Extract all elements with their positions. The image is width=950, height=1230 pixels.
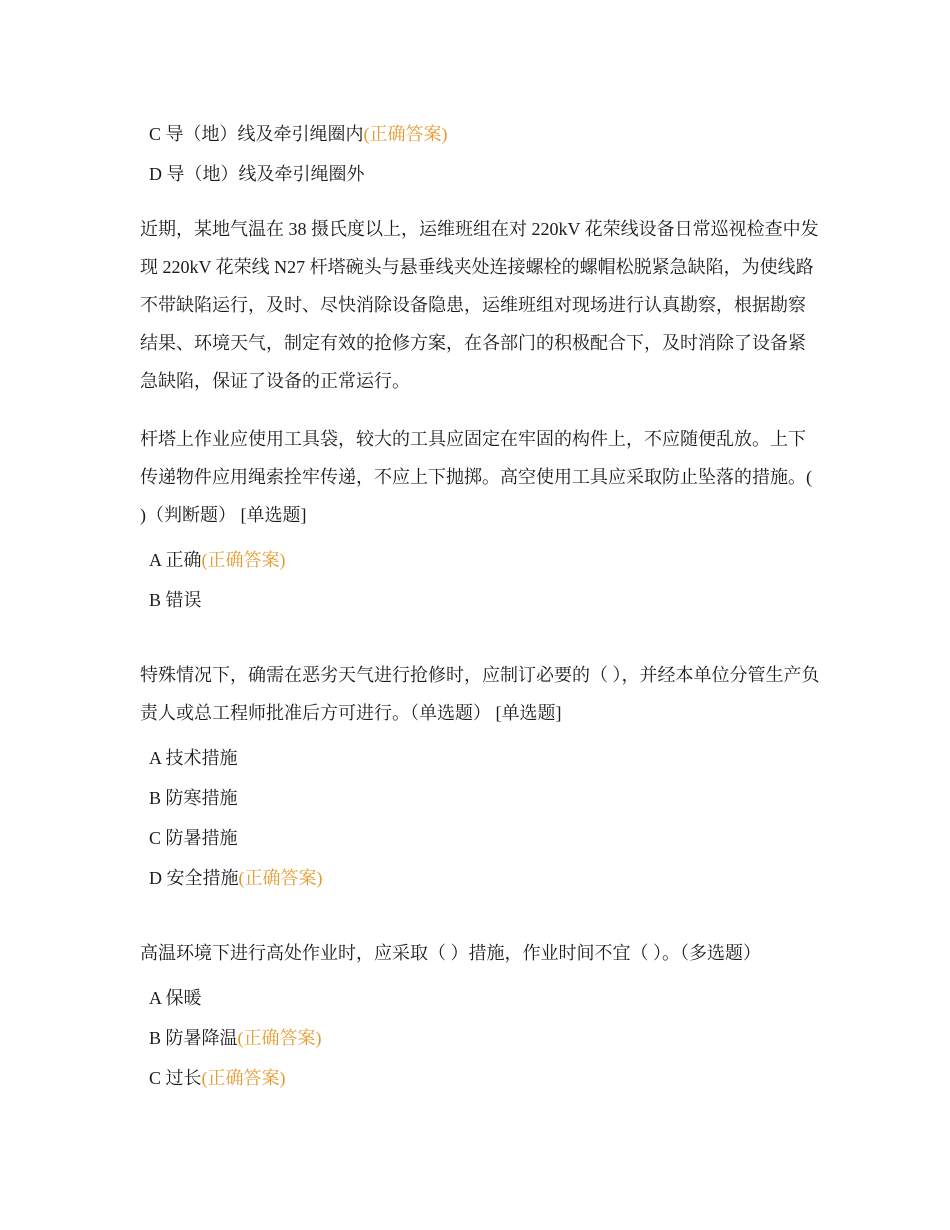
- option-c[interactable]: [149, 1058, 820, 1098]
- options-list: [140, 540, 820, 620]
- option-text: 安全措施: [166, 868, 239, 888]
- prev-question-options: [140, 114, 820, 194]
- option-text: 错误: [165, 590, 202, 610]
- option-text: 导（地）线及牵引绳圈外: [166, 164, 365, 184]
- question-text: 特殊情况下，确需在恶劣天气进行抢修时，应制订必要的（ ），并经本单位分管生产负责人或总工程师批准后方可进行。（单选题） [单选题]: [140, 665, 820, 723]
- options-list: [140, 978, 820, 1098]
- option-c[interactable]: [149, 818, 820, 858]
- option-text: 技术措施: [165, 748, 238, 768]
- question-text: 高温环境下进行高处作业时，应采取（ ）措施，作业时间不宜（ ）。（多选题）: [140, 943, 761, 963]
- option-letter: C: [149, 1068, 162, 1088]
- correct-answer-tag: (正确答案): [238, 868, 323, 888]
- correct-answer-tag: (正确答案): [363, 124, 448, 144]
- option-letter: A: [149, 988, 162, 1008]
- option-letter: B: [149, 1028, 162, 1048]
- option-text: 过长: [165, 1068, 202, 1088]
- option-letter: A: [149, 550, 162, 570]
- options-list: [140, 738, 820, 898]
- option-text: 正确: [165, 550, 202, 570]
- option-letter: A: [149, 748, 162, 768]
- option-letter: D: [149, 868, 162, 888]
- option-b[interactable]: [149, 580, 820, 620]
- option-text: 导（地）线及牵引绳圈内: [165, 124, 364, 144]
- question-2: [140, 656, 820, 898]
- option-c[interactable]: [149, 114, 820, 154]
- option-a[interactable]: [149, 978, 820, 1018]
- option-a[interactable]: [149, 738, 820, 778]
- option-b[interactable]: [149, 1018, 820, 1058]
- option-letter: C: [149, 828, 162, 848]
- correct-answer-tag: (正确答案): [237, 1028, 322, 1048]
- option-d[interactable]: [149, 858, 820, 898]
- case-paragraph: 近期，某地气温在 38 摄氏度以上，运维班组在对 220kV 花荣线设备日常巡视检查中发现 220kV 花荣线 N27 杆塔碗头与悬垂线夹处连接螺栓的螺帽松脱紧急缺陷，为使线路不带缺陷运行，及时、尽快消除设备隐患，运维班组对现场进行认真勘察，根据勘察结果、环境天气，制定有效的抢修方案，在各部门的积极配合下，及时消除了设备紧急缺陷，保证了设备的正常运行。: [140, 219, 819, 391]
- option-a[interactable]: [149, 540, 820, 580]
- option-letter: B: [149, 590, 162, 610]
- option-text: 防暑措施: [165, 828, 238, 848]
- option-letter: D: [149, 164, 162, 184]
- option-letter: C: [149, 124, 162, 144]
- option-text: 保暖: [165, 988, 202, 1008]
- option-text: 防暑降温: [165, 1028, 238, 1048]
- option-d[interactable]: [149, 154, 820, 194]
- question-1: [140, 420, 820, 620]
- option-letter: B: [149, 788, 162, 808]
- question-3: [140, 934, 820, 1098]
- option-text: 防寒措施: [165, 788, 238, 808]
- correct-answer-tag: (正确答案): [201, 1068, 286, 1088]
- question-text: 杆塔上作业应使用工具袋，较大的工具应固定在牢固的构件上，不应随便乱放。上下传递物件应用绳索拴牢传递，不应上下抛掷。高空使用工具应采取防止坠落的措施。( )（判断题） [单选题]: [140, 429, 812, 525]
- option-b[interactable]: [149, 778, 820, 818]
- document-page: [140, 114, 820, 1098]
- correct-answer-tag: (正确答案): [201, 550, 286, 570]
